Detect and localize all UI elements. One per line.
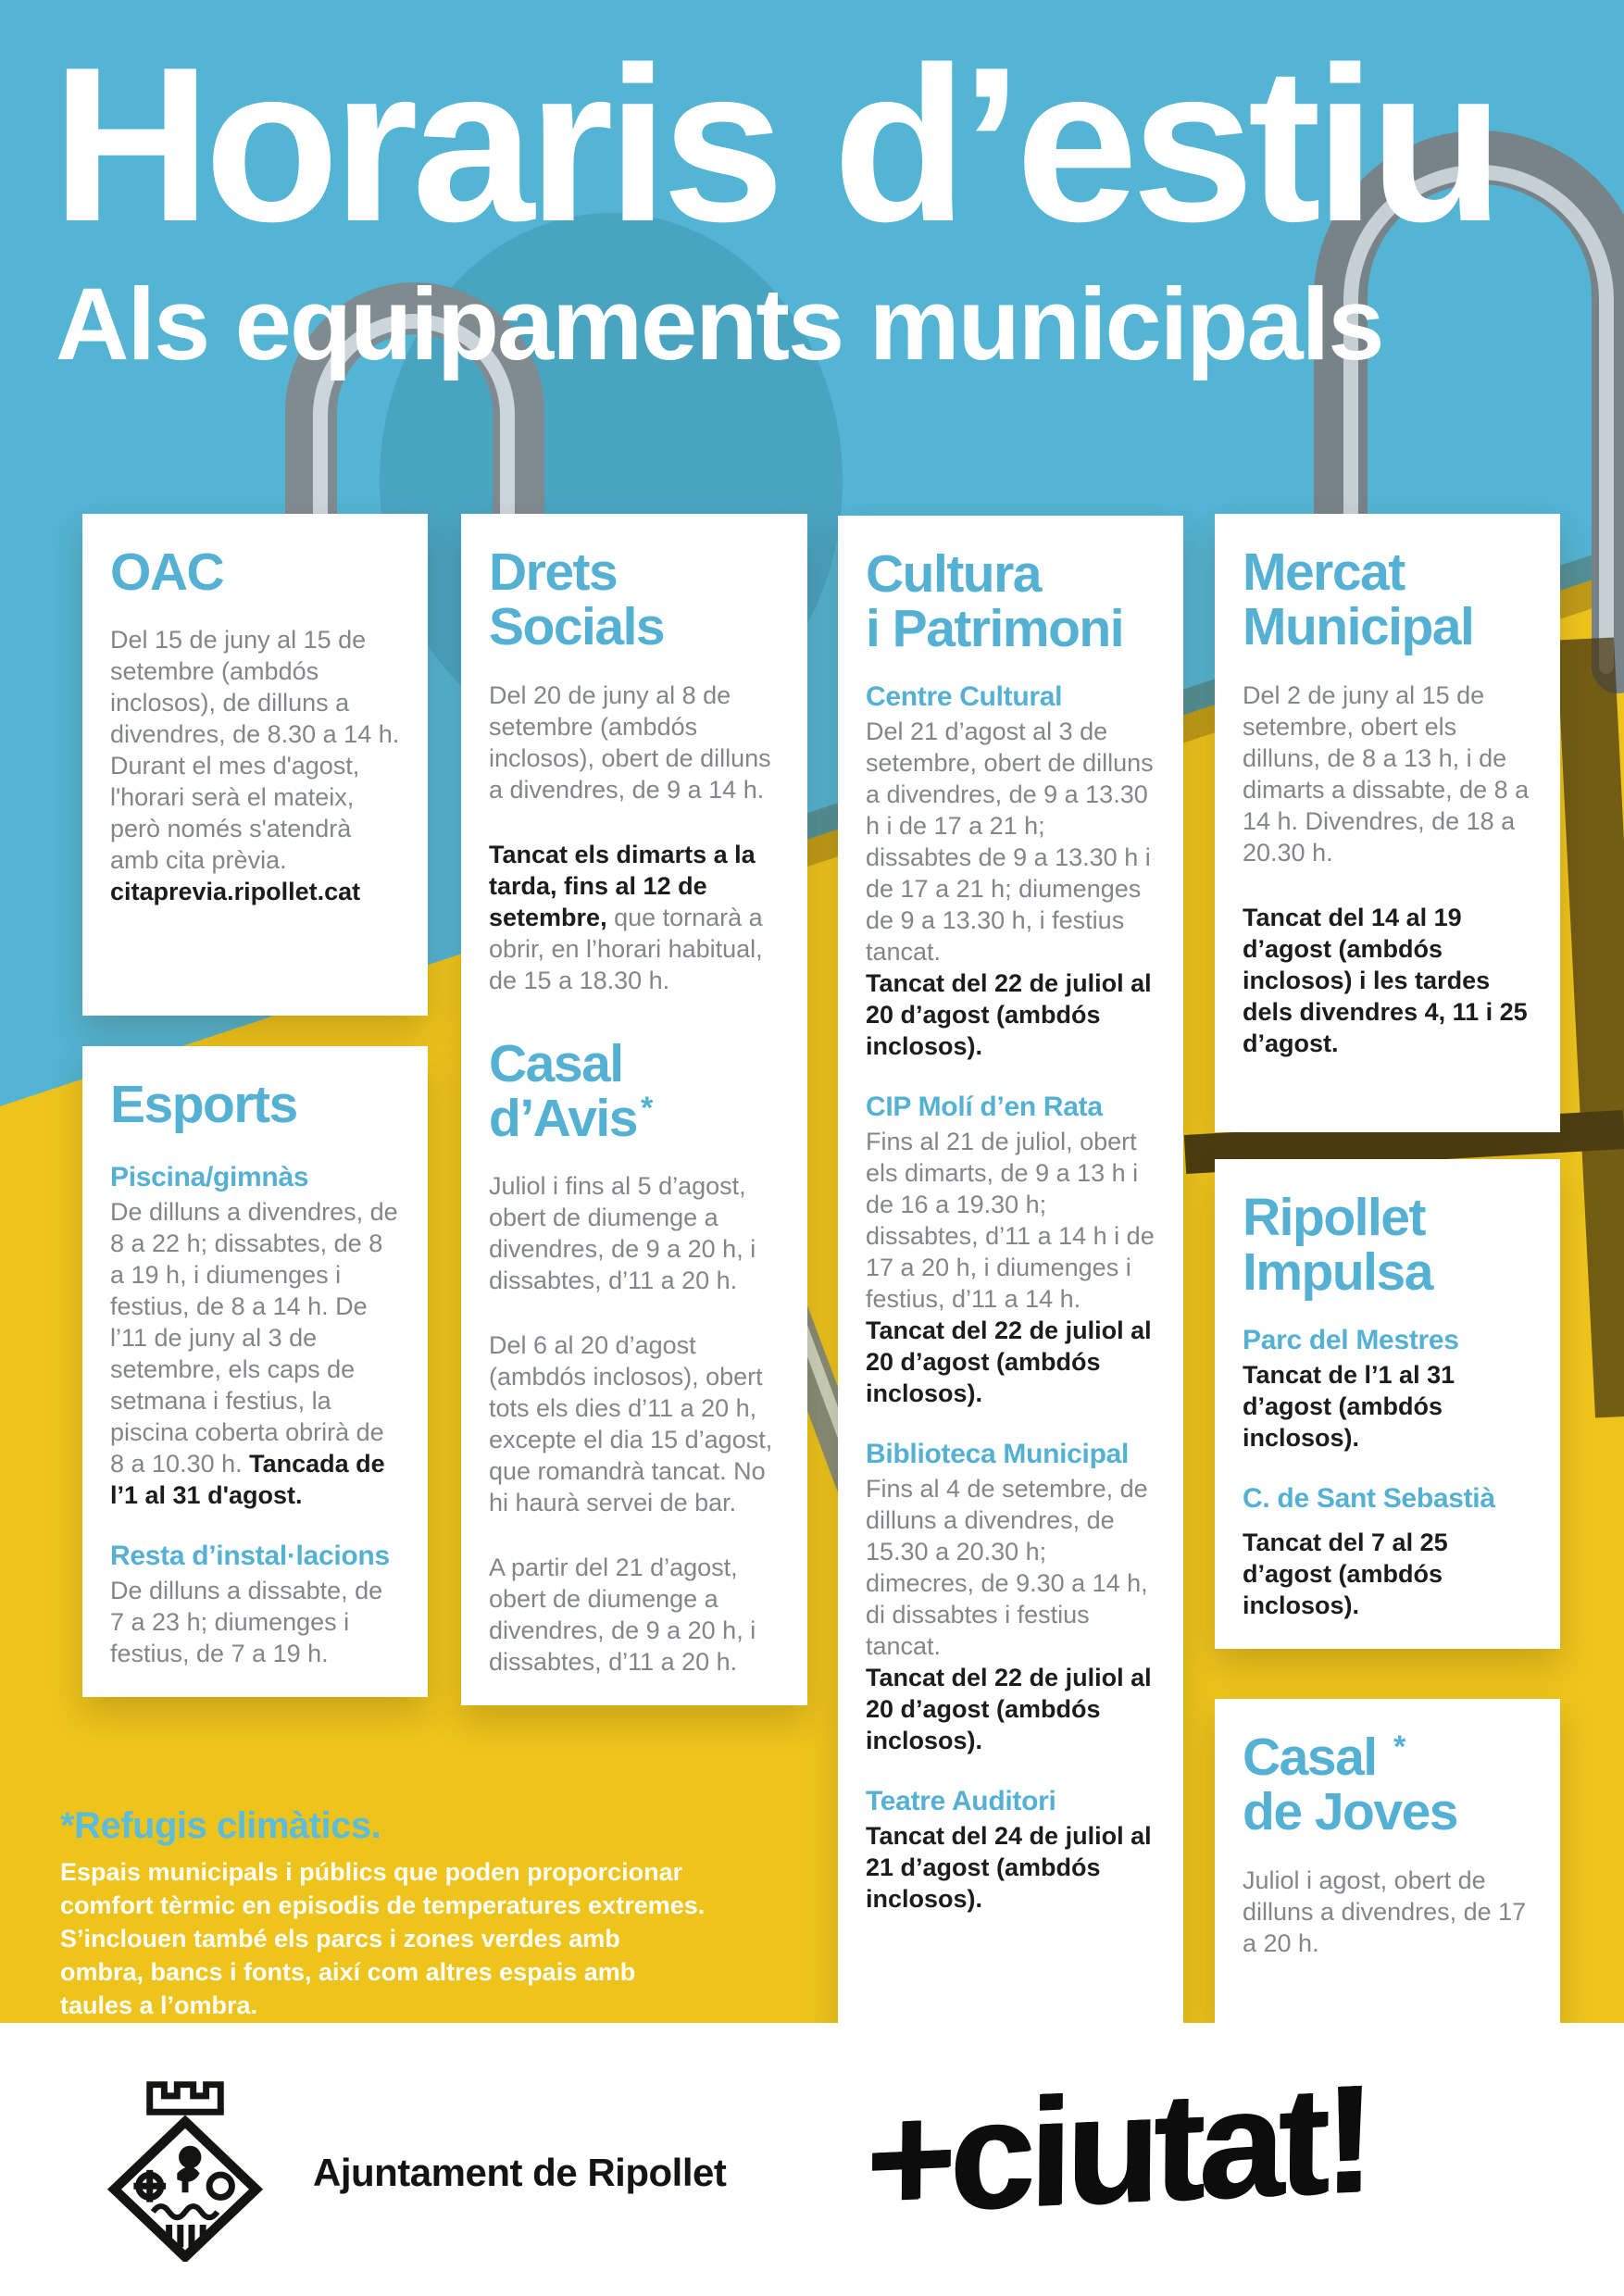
card-mercat-municipal (1215, 514, 1560, 1132)
card-ripollet-impulsa (1215, 1159, 1560, 1649)
card-casal-de-joves (1215, 1699, 1560, 2026)
closure-notice: Tancat del 22 de juliol al 20 d’agost (ambdós inclosos). (866, 1663, 1152, 1754)
section-title: Teatre Auditori (866, 1785, 1056, 1816)
climate-shelter-asterisk: * (640, 1091, 652, 1127)
card-title: Casal * de Joves (1243, 1728, 1457, 1842)
ripollet-coat-of-arms-icon (88, 2077, 282, 2262)
card-drets-socials (461, 514, 807, 1705)
closure-notice: Tancat del 22 de juliol al 20 d’agost (ambdós inclosos). (866, 1316, 1152, 1407)
note-title: *Refugis climàtics. (60, 1805, 381, 1846)
schedule-text: Del 6 al 20 d’agost (ambdós inclosos), obert tots els dies d’11 a 20 h, excepte el dia 15 d’agost, que romandrà tancat. No hi haurà servei de bar. (489, 1331, 773, 1517)
schedule-text: Del 15 de juny al 15 de setembre (ambdós inclosos), de dilluns a divendres, de 8.30 a 14 h. (110, 626, 400, 749)
schedule-text: Del 2 de juny al 15 de setembre, obert els dilluns, de 8 a 13 h, i de dimarts a dissabte, de 8 a 14 h. Divendres, de 18 a 20.30 h. (1243, 680, 1530, 867)
schedule-text: Juliol i agost, obert de dilluns a divendres, de 17 a 20 h. (1243, 1866, 1527, 1957)
card-oac (82, 514, 428, 1016)
section-title: Piscina/gimnàs (110, 1162, 309, 1193)
city-council-name: Ajuntament de Ripollet (313, 2151, 727, 2194)
closure-notice: Tancat del 14 al 19 d’agost (ambdós inclosos) i les tardes dels divendres 4, 11 i 25 d’agost. (1243, 903, 1528, 1057)
card-cultura-patrimoni (838, 516, 1183, 2025)
climate-shelters-note (60, 1805, 708, 2023)
closure-notice: Tancat de l’1 al 31 d’agost (ambdós inclosos). (1243, 1360, 1455, 1452)
schedule-text: Fins al 21 de juliol, obert els dimarts, de 9 a 13 h i de 16 a 19.30 h; dissabtes, d’11 a 14 h i de 17 a 20 h, i diumenges i festius, d’11 a 14 h. (866, 1127, 1155, 1313)
footer (0, 2023, 1624, 2296)
card-title: Drets Socials (489, 543, 665, 657)
schedule-text: Tancat els dimarts a la tarda, fins al 12 de setembre, que tornarà a obrir, en l’horari habitual, de 15 a 18.30 h. (489, 840, 763, 994)
section-title: CIP Molí d’en Rata (866, 1091, 1103, 1122)
card-title: Esports (110, 1075, 297, 1134)
climate-shelter-asterisk: * (1393, 1729, 1405, 1766)
schedule-text: De dilluns a divendres, de 8 a 22 h; dissabtes, de 8 a 19 h, i diumenges i festius, de 8 a 14 h. De l’11 de juny al 3 de setembre, els caps de setmana i festius, la piscina coberta obrirà de 8 a 10.30 h. Tancada de l’1 al 31 d'agost. (110, 1198, 398, 1510)
closure-notice: Tancat del 22 de juliol al 20 d’agost (ambdós inclosos). (866, 968, 1152, 1060)
schedule-text: Fins al 4 de setembre, de dilluns a divendres, de 15.30 a 20.30 h; dimecres, de 9.30 a 14 h, di dissabtes i festius tancat. (866, 1474, 1148, 1660)
card-title-casal-avis: Casal d’Avis * (489, 1033, 652, 1148)
ladder-rail-dark (1585, 639, 1624, 1416)
ladder-step-shadow (1185, 1129, 1624, 1154)
section-title: Biblioteca Municipal (866, 1438, 1130, 1469)
mes-ciutat-logo: +ciutat! (865, 2053, 1369, 2245)
card-title: Ripollet Impulsa (1243, 1188, 1432, 1303)
closure-notice: Tancat del 7 al 25 d’agost (ambdós inclosos). (1243, 1528, 1448, 1619)
schedule-text: De dilluns a dissabte, de 7 a 23 h; diumenges i festius, de 7 a 19 h. (110, 1577, 383, 1668)
section-title: Parc del Mestres (1243, 1324, 1459, 1355)
section-title: C. de Sant Sebastià (1243, 1482, 1495, 1514)
card-title: OAC (110, 543, 224, 602)
poster-subtitle: Als equipaments municipals (56, 268, 1383, 381)
closure-notice: Tancat del 24 de juliol al 21 d’agost (ambdós inclosos). (866, 1821, 1152, 1914)
schedule-text: Juliol i fins al 5 d’agost, obert de diumenge a divendres, de 9 a 20 h, i dissabtes, d’11 a 20 h. (489, 1172, 756, 1295)
section-title: Resta d’instal·lacions (110, 1541, 390, 1572)
schedule-text: Del 21 d’agost al 3 de setembre, obert de dilluns a divendres, de 9 a 13.30 h i de 17 a 21 h; dissabtes de 9 a 13.30 h i de 17 a 21 h; diumenges de 9 a 13.30 h, i festius tancat. (866, 717, 1154, 966)
appointment-url: citaprevia.ripollet.cat (110, 878, 361, 906)
card-esports (82, 1046, 428, 1697)
note-body: Espais municipals i públics que poden proporcionar comfort tèrmic en episodis de temperatures extremes. S’inclouen també els parcs i zones verdes amb ombra, bancs i fonts, així com altres espais amb taules a l’ombra. (60, 1858, 706, 2019)
section-title: Centre Cultural (866, 680, 1063, 712)
poster-title: Horaris d’estiu (52, 22, 1498, 268)
schedule-text: Del 20 de juny al 8 de setembre (ambdós inclosos), obert de dilluns a divendres, de 9 a 14 h. (489, 680, 771, 804)
card-title: Mercat Municipal (1243, 543, 1474, 657)
schedule-text: A partir del 21 d’agost, obert de diumenge a divendres, de 9 a 20 h, i dissabtes, d’11 a 20 h. (489, 1554, 756, 1677)
schedule-text: Durant el mes d'agost, l'horari serà el mateix, però només s'atendrà amb cita prèvia. (110, 752, 360, 875)
card-title: Cultura i Patrimoni (866, 544, 1124, 659)
